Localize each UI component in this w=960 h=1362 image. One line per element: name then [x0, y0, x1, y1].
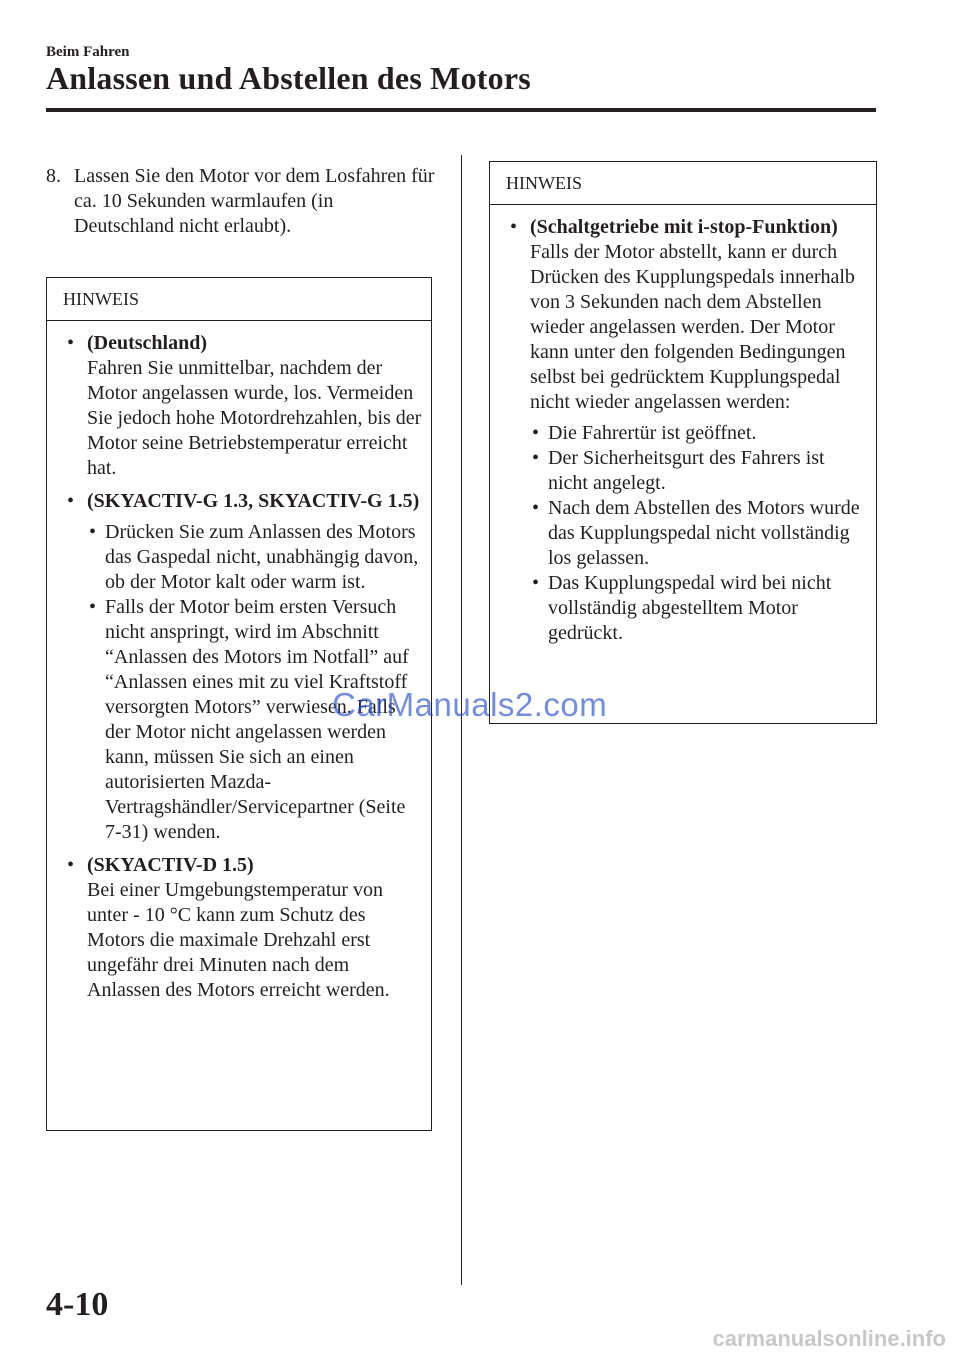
sub-bullet-icon: •	[89, 521, 97, 543]
note-item-skyactiv-g	[65, 489, 423, 845]
section-label: Beim Fahren	[46, 44, 130, 60]
note-item-text: Bei einer Umgebungstemperatur von unter - 10 °C kann zum Schutz des Motors die maximale Drehzahl erst ungefähr drei Minuten nach dem Anlassen des Motors erreicht werden.	[87, 879, 390, 1001]
step-number: 8.	[46, 165, 61, 187]
bullet-icon: •	[67, 490, 75, 512]
bullet-icon: •	[67, 854, 75, 876]
note-item-i-stop	[508, 215, 868, 646]
sub-item	[530, 421, 868, 446]
sub-bullet-icon: •	[89, 596, 97, 618]
page-number: 4-10	[46, 1286, 109, 1323]
sub-bullet-icon: •	[532, 497, 540, 519]
bullet-icon: •	[67, 332, 75, 354]
sub-item-text: Nach dem Abstellen des Motors wurde das Kupplungspedal nicht vollständig los gelassen.	[548, 497, 860, 569]
bullet-icon: •	[510, 216, 518, 238]
sub-item	[87, 520, 423, 595]
note-item-title: (Deutschland)	[87, 332, 208, 354]
note-item-text: Fahren Sie unmittelbar, nachdem der Motor angelassen wurde, los. Vermeiden Sie jedoch hohe Motordrehzahlen, bis der Motor seine Betriebstemperatur erreicht hat.	[87, 357, 422, 479]
note-item-title: (SKYACTIV-G 1.3, SKYACTIV-G 1.5)	[87, 490, 420, 512]
note-item-title: (Schaltgetriebe mit i-stop-Funktion)	[530, 216, 838, 238]
sub-item-text: Der Sicherheitsgurt des Fahrers ist nicht angelegt.	[548, 447, 825, 494]
note-heading: HINWEIS	[47, 278, 431, 321]
sub-item-text: Drücken Sie zum Anlassen des Motors das Gaspedal nicht, unabhängig davon, ob der Motor kalt oder warm ist.	[105, 521, 419, 593]
sub-item	[530, 571, 868, 646]
sub-item	[530, 446, 868, 496]
sub-item-text: Falls der Motor beim ersten Versuch nicht anspringt, wird im Abschnitt “Anlassen des Motors im Notfall” auf “Anlassen eines mit zu viel Kraftstoff versorgten Motors” verwiesen. Falls der Motor nicht angelassen werden kann, müssen Sie sich an einen autorisierten Mazda-Vertragshändler/Servicepartner (Seite 7-31) wenden.	[105, 596, 409, 843]
sub-bullet-icon: •	[532, 447, 540, 469]
chapter-title: Anlassen und Abstellen des Motors	[46, 60, 531, 96]
sub-item-text: Die Fahrertür ist geöffnet.	[548, 422, 757, 444]
note-item-deutschland	[65, 331, 423, 481]
step-8	[46, 164, 436, 239]
note-heading: HINWEIS	[490, 162, 876, 205]
step-text: Lassen Sie den Motor vor dem Losfahren für ca. 10 Sekunden warmlaufen (in Deutschland nicht erlaubt).	[74, 165, 435, 237]
header-rule	[46, 108, 876, 112]
watermark: CarManuals2.com	[332, 686, 608, 723]
note-item-text: Falls der Motor abstellt, kann er durch Drücken des Kupplungspedals innerhalb von 3 Sekunden nach dem Abstellen wieder angelassen werden. Der Motor kann unter den folgenden Bedingungen selbst bei gedrücktem Kupplungspedal nicht wieder angelassen werden:	[530, 241, 855, 413]
sub-bullet-icon: •	[532, 422, 540, 444]
footer-watermark: carmanualsonline.info	[712, 1326, 946, 1351]
note-box-right	[489, 161, 877, 724]
note-item-skyactiv-d	[65, 853, 423, 1003]
sub-item-text: Das Kupplungspedal wird bei nicht vollständig abgestelltem Motor gedrückt.	[548, 572, 832, 644]
sub-item	[530, 496, 868, 571]
sub-bullet-icon: •	[532, 572, 540, 594]
note-item-title: (SKYACTIV-D 1.5)	[87, 854, 254, 876]
